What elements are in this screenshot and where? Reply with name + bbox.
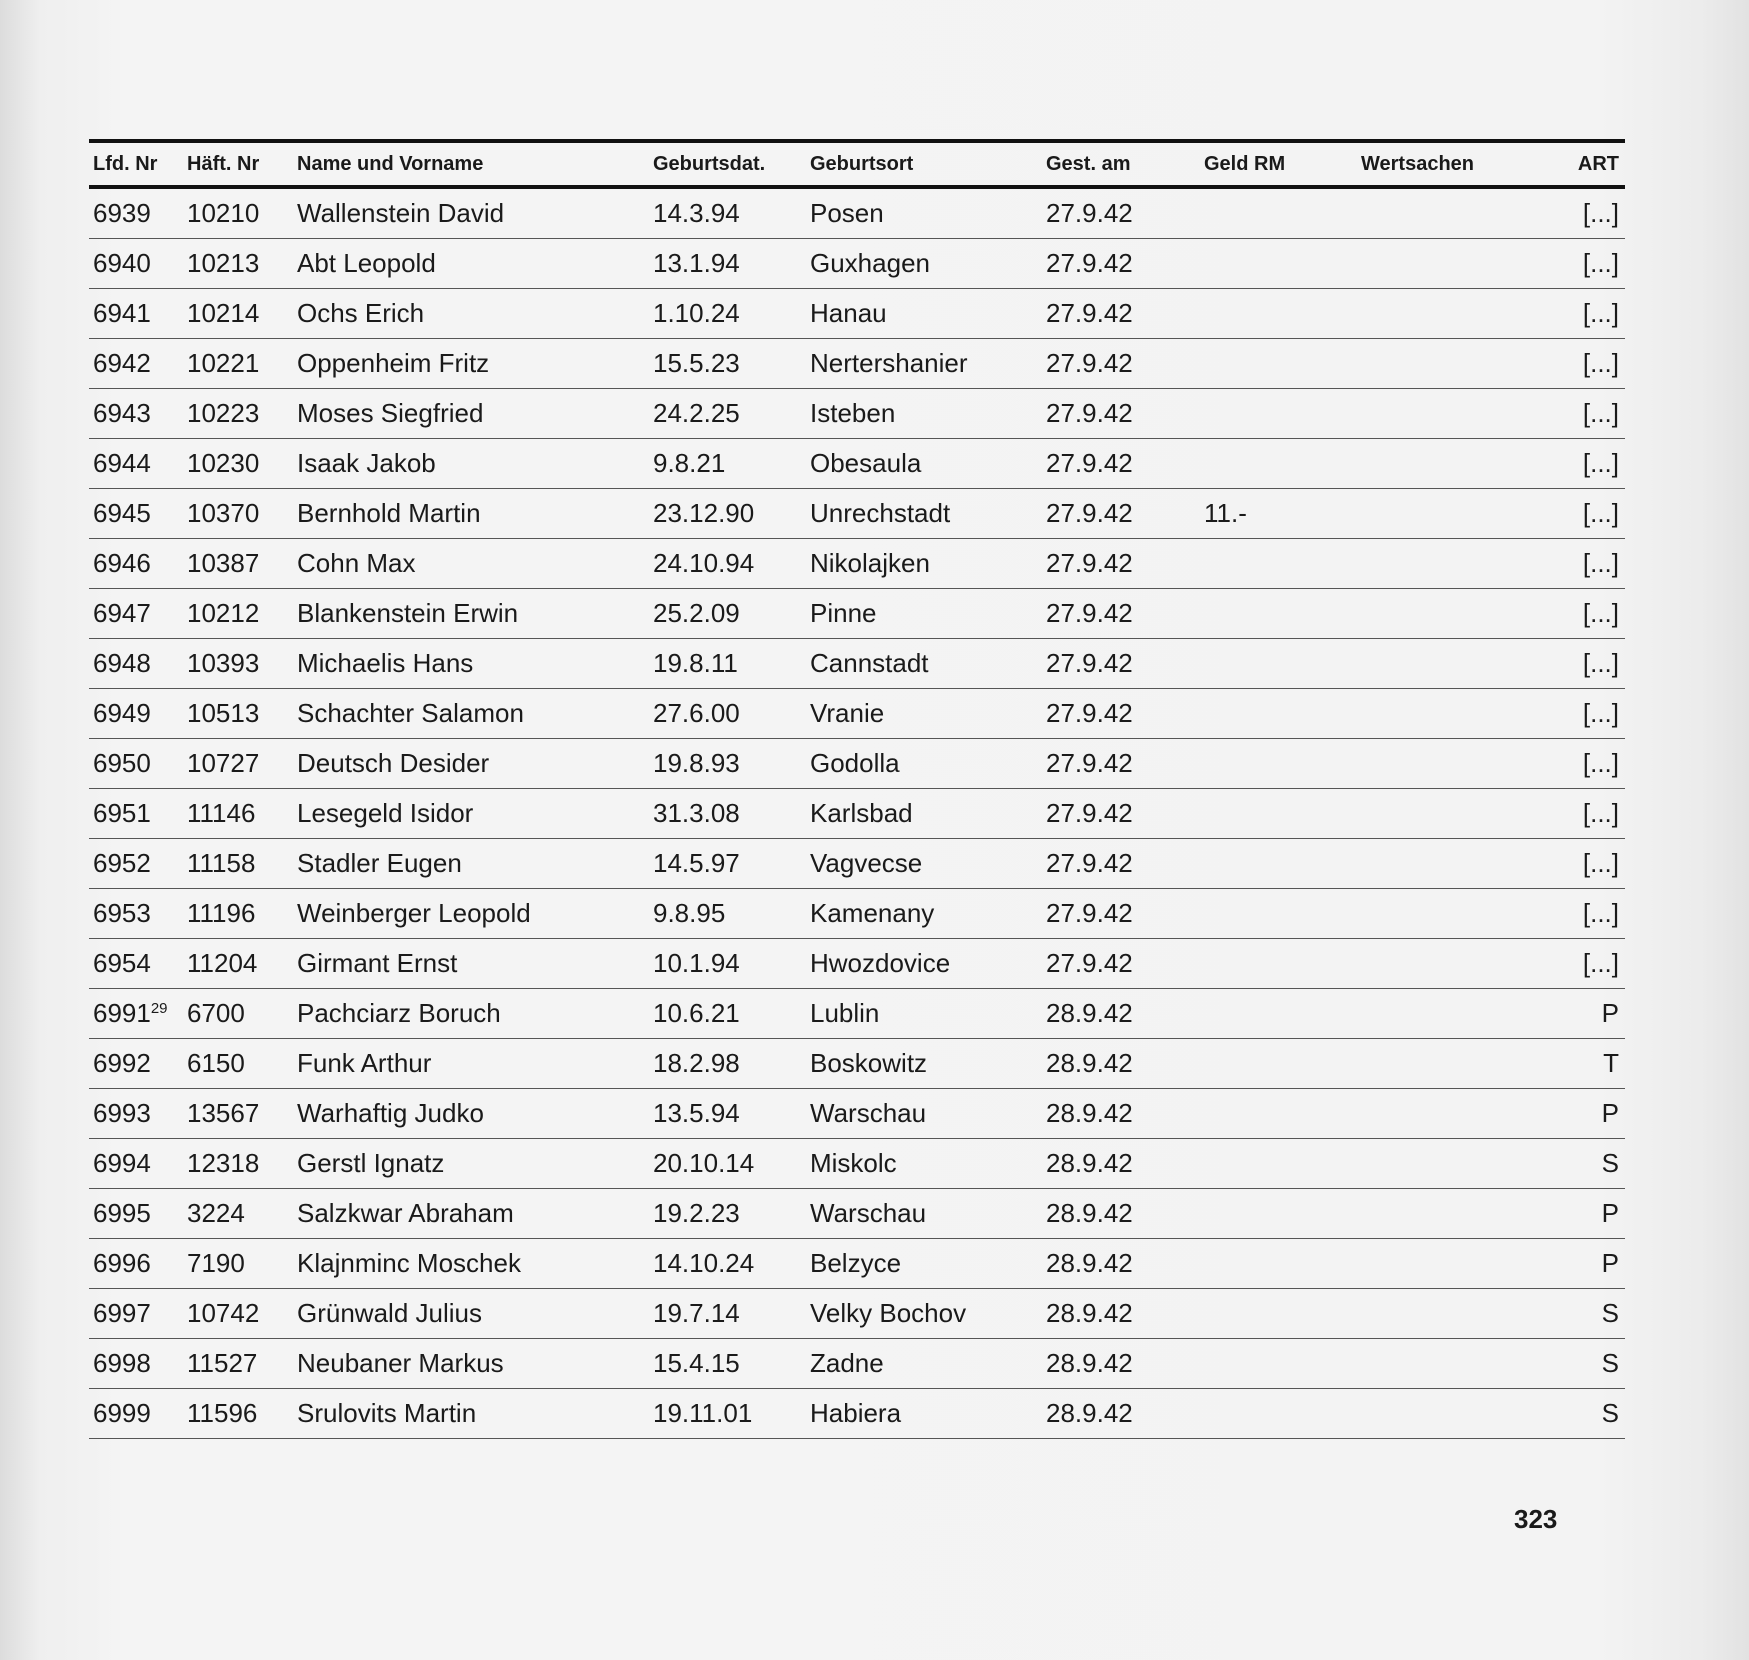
cell-lfd-nr <box>89 1139 183 1189</box>
cell-geburtsort: Cannstadt <box>806 639 1042 689</box>
cell-name: Lesegeld Isidor <box>293 789 649 839</box>
footnote-marker: 29 <box>150 1000 168 1017</box>
cell-geburtsort: Kamenany <box>806 889 1042 939</box>
cell-geld-rm <box>1200 839 1357 889</box>
cell-haeft-nr: 3224 <box>183 1189 293 1239</box>
cell-geld-rm <box>1200 1089 1357 1139</box>
cell-wertsachen <box>1357 589 1529 639</box>
table-row <box>89 1289 1625 1339</box>
cell-haeft-nr: 10210 <box>183 187 293 239</box>
cell-geburtsort: Lublin <box>806 989 1042 1039</box>
table-row <box>89 289 1625 339</box>
cell-gest-am: 27.9.42 <box>1042 389 1200 439</box>
cell-geburtsdat: 19.8.11 <box>649 639 806 689</box>
cell-wertsachen <box>1357 1039 1529 1089</box>
header-geburtsort: Geburtsort <box>810 152 914 175</box>
cell-geburtsort: Vranie <box>806 689 1042 739</box>
cell-geburtsdat: 19.8.93 <box>649 739 806 789</box>
cell-name: Moses Siegfried <box>293 389 649 439</box>
cell-art: [...] <box>1529 339 1625 389</box>
lfd-number: 6939 <box>93 198 151 228</box>
cell-name: Bernhold Martin <box>293 489 649 539</box>
cell-wertsachen <box>1357 339 1529 389</box>
cell-name: Stadler Eugen <box>293 839 649 889</box>
cell-geld-rm <box>1200 187 1357 239</box>
cell-gest-am: 28.9.42 <box>1042 1139 1200 1189</box>
cell-art: [...] <box>1529 187 1625 239</box>
cell-lfd-nr <box>89 1189 183 1239</box>
cell-geburtsort: Warschau <box>806 1089 1042 1139</box>
cell-art: [...] <box>1529 839 1625 889</box>
cell-gest-am: 27.9.42 <box>1042 889 1200 939</box>
lfd-number: 6943 <box>93 398 151 428</box>
cell-haeft-nr: 11196 <box>183 889 293 939</box>
cell-art: [...] <box>1529 939 1625 989</box>
death-register-table <box>89 139 1625 1439</box>
cell-geburtsort: Nertershanier <box>806 339 1042 389</box>
lfd-number: 6999 <box>93 1398 151 1428</box>
cell-haeft-nr: 10213 <box>183 239 293 289</box>
lfd-number: 6953 <box>93 898 151 928</box>
cell-geburtsort: Hwozdovice <box>806 939 1042 989</box>
cell-lfd-nr <box>89 1389 183 1439</box>
cell-gest-am: 27.9.42 <box>1042 439 1200 489</box>
cell-geburtsdat: 13.1.94 <box>649 239 806 289</box>
cell-gest-am: 27.9.42 <box>1042 339 1200 389</box>
cell-haeft-nr: 10727 <box>183 739 293 789</box>
cell-art: S <box>1529 1389 1625 1439</box>
cell-geburtsort: Godolla <box>806 739 1042 789</box>
cell-geld-rm <box>1200 789 1357 839</box>
cell-geburtsort: Guxhagen <box>806 239 1042 289</box>
cell-gest-am: 27.9.42 <box>1042 187 1200 239</box>
header-wertsachen: Wertsachen <box>1361 152 1475 175</box>
cell-name: Grünwald Julius <box>293 1289 649 1339</box>
table-body <box>89 187 1625 1439</box>
header-geburtsdat: Geburtsdat. <box>653 152 766 175</box>
cell-haeft-nr: 10393 <box>183 639 293 689</box>
cell-haeft-nr: 10221 <box>183 339 293 389</box>
table-row <box>89 239 1625 289</box>
cell-haeft-nr: 10223 <box>183 389 293 439</box>
cell-art: [...] <box>1529 289 1625 339</box>
cell-geburtsdat: 14.3.94 <box>649 187 806 239</box>
lfd-number: 6952 <box>93 848 151 878</box>
table-row <box>89 989 1625 1039</box>
cell-geld-rm <box>1200 1039 1357 1089</box>
cell-wertsachen <box>1357 289 1529 339</box>
cell-geburtsdat: 1.10.24 <box>649 289 806 339</box>
lfd-number: 6942 <box>93 348 151 378</box>
cell-geld-rm <box>1200 689 1357 739</box>
table-row <box>89 1089 1625 1139</box>
cell-geburtsort: Isteben <box>806 389 1042 439</box>
cell-art: [...] <box>1529 239 1625 289</box>
lfd-number: 6992 <box>93 1048 151 1078</box>
cell-art: [...] <box>1529 789 1625 839</box>
lfd-number: 6949 <box>93 698 151 728</box>
cell-name: Cohn Max <box>293 539 649 589</box>
cell-name: Girmant Ernst <box>293 939 649 989</box>
table-row <box>89 739 1625 789</box>
cell-name: Oppenheim Fritz <box>293 339 649 389</box>
cell-wertsachen <box>1357 239 1529 289</box>
cell-geburtsort: Warschau <box>806 1189 1042 1239</box>
cell-gest-am: 28.9.42 <box>1042 1339 1200 1389</box>
cell-geld-rm <box>1200 1389 1357 1439</box>
cell-art: S <box>1529 1139 1625 1189</box>
cell-wertsachen <box>1357 439 1529 489</box>
cell-gest-am: 27.9.42 <box>1042 689 1200 739</box>
cell-gest-am: 27.9.42 <box>1042 939 1200 989</box>
cell-gest-am: 28.9.42 <box>1042 1289 1200 1339</box>
cell-geburtsdat: 24.2.25 <box>649 389 806 439</box>
cell-art: S <box>1529 1339 1625 1389</box>
table-row <box>89 939 1625 989</box>
cell-wertsachen <box>1357 1339 1529 1389</box>
table-row <box>89 389 1625 439</box>
cell-name: Schachter Salamon <box>293 689 649 739</box>
cell-geld-rm <box>1200 1189 1357 1239</box>
table-header <box>89 141 1625 187</box>
cell-lfd-nr <box>89 539 183 589</box>
cell-lfd-nr <box>89 789 183 839</box>
cell-haeft-nr: 11158 <box>183 839 293 889</box>
cell-geld-rm <box>1200 939 1357 989</box>
cell-name: Srulovits Martin <box>293 1389 649 1439</box>
cell-lfd-nr <box>89 639 183 689</box>
cell-lfd-nr <box>89 239 183 289</box>
cell-lfd-nr <box>89 939 183 989</box>
cell-haeft-nr: 13567 <box>183 1089 293 1139</box>
table-row <box>89 1039 1625 1089</box>
table-row <box>89 539 1625 589</box>
cell-haeft-nr: 10214 <box>183 289 293 339</box>
table-row <box>89 689 1625 739</box>
cell-geld-rm <box>1200 1139 1357 1189</box>
cell-haeft-nr: 11596 <box>183 1389 293 1439</box>
cell-haeft-nr: 10513 <box>183 689 293 739</box>
cell-geld-rm <box>1200 889 1357 939</box>
cell-wertsachen <box>1357 489 1529 539</box>
cell-name: Abt Leopold <box>293 239 649 289</box>
cell-haeft-nr: 10370 <box>183 489 293 539</box>
lfd-number: 6996 <box>93 1248 151 1278</box>
cell-gest-am: 27.9.42 <box>1042 589 1200 639</box>
lfd-number: 6945 <box>93 498 151 528</box>
cell-geld-rm <box>1200 989 1357 1039</box>
cell-name: Weinberger Leopold <box>293 889 649 939</box>
cell-gest-am: 27.9.42 <box>1042 489 1200 539</box>
cell-gest-am: 27.9.42 <box>1042 839 1200 889</box>
lfd-number: 6950 <box>93 748 151 778</box>
lfd-number: 6997 <box>93 1298 151 1328</box>
cell-haeft-nr: 10742 <box>183 1289 293 1339</box>
cell-geburtsort: Hanau <box>806 289 1042 339</box>
cell-haeft-nr: 7190 <box>183 1239 293 1289</box>
cell-haeft-nr: 10230 <box>183 439 293 489</box>
cell-wertsachen <box>1357 639 1529 689</box>
table-row <box>89 639 1625 689</box>
table-row <box>89 789 1625 839</box>
cell-geburtsdat: 19.11.01 <box>649 1389 806 1439</box>
cell-art: S <box>1529 1289 1625 1339</box>
table-row <box>89 1189 1625 1239</box>
cell-name: Isaak Jakob <box>293 439 649 489</box>
table-row <box>89 187 1625 239</box>
cell-art: [...] <box>1529 439 1625 489</box>
cell-gest-am: 27.9.42 <box>1042 289 1200 339</box>
cell-geburtsort: Obesaula <box>806 439 1042 489</box>
cell-art: [...] <box>1529 889 1625 939</box>
cell-geburtsort: Unrechstadt <box>806 489 1042 539</box>
cell-geburtsdat: 14.10.24 <box>649 1239 806 1289</box>
cell-wertsachen <box>1357 689 1529 739</box>
cell-art: T <box>1529 1039 1625 1089</box>
header-name: Name und Vorname <box>297 152 484 175</box>
cell-art: [...] <box>1529 739 1625 789</box>
cell-haeft-nr: 11146 <box>183 789 293 839</box>
cell-geburtsdat: 9.8.21 <box>649 439 806 489</box>
table-row <box>89 339 1625 389</box>
header-row <box>89 141 1625 187</box>
cell-lfd-nr <box>89 1039 183 1089</box>
cell-geld-rm <box>1200 639 1357 689</box>
cell-wertsachen <box>1357 789 1529 839</box>
cell-lfd-nr <box>89 689 183 739</box>
cell-wertsachen <box>1357 739 1529 789</box>
cell-geld-rm: 11.- <box>1200 489 1357 539</box>
cell-lfd-nr <box>89 839 183 889</box>
cell-art: P <box>1529 989 1625 1039</box>
cell-geburtsdat: 13.5.94 <box>649 1089 806 1139</box>
cell-name: Gerstl Ignatz <box>293 1139 649 1189</box>
lfd-number: 6994 <box>93 1148 151 1178</box>
table-row <box>89 1239 1625 1289</box>
cell-name: Warhaftig Judko <box>293 1089 649 1139</box>
cell-wertsachen <box>1357 1389 1529 1439</box>
cell-wertsachen <box>1357 1189 1529 1239</box>
lfd-number: 6941 <box>93 298 151 328</box>
header-lfd-nr: Lfd. Nr <box>93 152 158 175</box>
table-row <box>89 889 1625 939</box>
cell-haeft-nr: 6700 <box>183 989 293 1039</box>
cell-geburtsort: Habiera <box>806 1389 1042 1439</box>
cell-lfd-nr <box>89 1339 183 1389</box>
cell-name: Deutsch Desider <box>293 739 649 789</box>
cell-geburtsort: Posen <box>806 187 1042 239</box>
cell-geburtsdat: 10.6.21 <box>649 989 806 1039</box>
lfd-number: 6947 <box>93 598 151 628</box>
page-number: 323 <box>1514 1504 1558 1534</box>
cell-haeft-nr: 11204 <box>183 939 293 989</box>
cell-name: Pachciarz Boruch <box>293 989 649 1039</box>
cell-wertsachen <box>1357 1089 1529 1139</box>
cell-haeft-nr: 12318 <box>183 1139 293 1189</box>
cell-name: Michaelis Hans <box>293 639 649 689</box>
cell-haeft-nr: 6150 <box>183 1039 293 1089</box>
cell-art: [...] <box>1529 639 1625 689</box>
cell-gest-am: 28.9.42 <box>1042 1089 1200 1139</box>
cell-haeft-nr: 10387 <box>183 539 293 589</box>
cell-wertsachen <box>1357 1139 1529 1189</box>
cell-name: Salzkwar Abraham <box>293 1189 649 1239</box>
cell-gest-am: 27.9.42 <box>1042 789 1200 839</box>
header-haeft-nr: Häft. Nr <box>187 152 260 175</box>
cell-wertsachen <box>1357 889 1529 939</box>
cell-wertsachen <box>1357 539 1529 589</box>
cell-geburtsdat: 10.1.94 <box>649 939 806 989</box>
table-row <box>89 489 1625 539</box>
cell-lfd-nr <box>89 289 183 339</box>
cell-name: Blankenstein Erwin <box>293 589 649 639</box>
cell-lfd-nr <box>89 1089 183 1139</box>
cell-gest-am: 28.9.42 <box>1042 1389 1200 1439</box>
header-geld-rm: Geld RM <box>1204 152 1286 175</box>
cell-geld-rm <box>1200 339 1357 389</box>
lfd-number: 6948 <box>93 648 151 678</box>
cell-lfd-nr <box>89 439 183 489</box>
cell-geburtsort: Boskowitz <box>806 1039 1042 1089</box>
cell-geburtsdat: 19.2.23 <box>649 1189 806 1239</box>
lfd-number: 6993 <box>93 1098 151 1128</box>
lfd-number: 6954 <box>93 948 151 978</box>
lfd-number: 6940 <box>93 248 151 278</box>
lfd-number: 6991 <box>93 998 151 1028</box>
cell-geburtsdat: 15.4.15 <box>649 1339 806 1389</box>
cell-geburtsort: Nikolajken <box>806 539 1042 589</box>
cell-gest-am: 28.9.42 <box>1042 989 1200 1039</box>
cell-art: [...] <box>1529 389 1625 439</box>
cell-lfd-nr <box>89 1239 183 1289</box>
cell-geld-rm <box>1200 289 1357 339</box>
table-row <box>89 839 1625 889</box>
cell-name: Neubaner Markus <box>293 1339 649 1389</box>
cell-gest-am: 27.9.42 <box>1042 739 1200 789</box>
cell-lfd-nr <box>89 889 183 939</box>
lfd-number: 6944 <box>93 448 151 478</box>
cell-geburtsdat: 20.10.14 <box>649 1139 806 1189</box>
cell-geburtsdat: 19.7.14 <box>649 1289 806 1339</box>
table-row <box>89 1139 1625 1189</box>
cell-lfd-nr <box>89 389 183 439</box>
cell-gest-am: 27.9.42 <box>1042 239 1200 289</box>
cell-geld-rm <box>1200 239 1357 289</box>
cell-geld-rm <box>1200 1289 1357 1339</box>
cell-gest-am: 28.9.42 <box>1042 1039 1200 1089</box>
table-row <box>89 1339 1625 1389</box>
cell-name: Ochs Erich <box>293 289 649 339</box>
header-art: ART <box>1577 152 1619 175</box>
cell-geburtsort: Karlsbad <box>806 789 1042 839</box>
cell-geburtsdat: 23.12.90 <box>649 489 806 539</box>
cell-lfd-nr <box>89 1289 183 1339</box>
cell-geburtsdat: 27.6.00 <box>649 689 806 739</box>
cell-wertsachen <box>1357 1289 1529 1339</box>
cell-gest-am: 28.9.42 <box>1042 1189 1200 1239</box>
cell-name: Wallenstein David <box>293 187 649 239</box>
cell-art: [...] <box>1529 539 1625 589</box>
cell-geld-rm <box>1200 539 1357 589</box>
cell-geburtsdat: 9.8.95 <box>649 889 806 939</box>
lfd-number: 6951 <box>93 798 151 828</box>
cell-wertsachen <box>1357 187 1529 239</box>
cell-geburtsort: Vagvecse <box>806 839 1042 889</box>
cell-geburtsort: Miskolc <box>806 1139 1042 1189</box>
cell-lfd-nr <box>89 989 183 1039</box>
cell-lfd-nr <box>89 589 183 639</box>
lfd-number: 6995 <box>93 1198 151 1228</box>
cell-lfd-nr <box>89 187 183 239</box>
cell-gest-am: 27.9.42 <box>1042 539 1200 589</box>
cell-art: P <box>1529 1189 1625 1239</box>
cell-geld-rm <box>1200 389 1357 439</box>
cell-name: Funk Arthur <box>293 1039 649 1089</box>
header-gest-am: Gest. am <box>1046 152 1131 175</box>
cell-wertsachen <box>1357 1239 1529 1289</box>
cell-geburtsdat: 15.5.23 <box>649 339 806 389</box>
cell-geburtsdat: 14.5.97 <box>649 839 806 889</box>
cell-wertsachen <box>1357 939 1529 989</box>
cell-lfd-nr <box>89 739 183 789</box>
table-row <box>89 439 1625 489</box>
cell-geld-rm <box>1200 589 1357 639</box>
cell-name: Klajnminc Moschek <box>293 1239 649 1289</box>
cell-art: P <box>1529 1239 1625 1289</box>
cell-geburtsort: Zadne <box>806 1339 1042 1389</box>
cell-wertsachen <box>1357 389 1529 439</box>
cell-lfd-nr <box>89 489 183 539</box>
cell-art: [...] <box>1529 489 1625 539</box>
cell-geld-rm <box>1200 1239 1357 1289</box>
cell-geburtsdat: 31.3.08 <box>649 789 806 839</box>
cell-art: [...] <box>1529 589 1625 639</box>
cell-lfd-nr <box>89 339 183 389</box>
cell-gest-am: 27.9.42 <box>1042 639 1200 689</box>
cell-geburtsort: Belzyce <box>806 1239 1042 1289</box>
lfd-number: 6946 <box>93 548 151 578</box>
cell-art: P <box>1529 1089 1625 1139</box>
cell-geburtsort: Velky Bochov <box>806 1289 1042 1339</box>
cell-geburtsdat: 24.10.94 <box>649 539 806 589</box>
cell-wertsachen <box>1357 839 1529 889</box>
table-row <box>89 589 1625 639</box>
cell-haeft-nr: 10212 <box>183 589 293 639</box>
lfd-number: 6998 <box>93 1348 151 1378</box>
cell-wertsachen <box>1357 989 1529 1039</box>
cell-geburtsort: Pinne <box>806 589 1042 639</box>
cell-geburtsdat: 18.2.98 <box>649 1039 806 1089</box>
cell-gest-am: 28.9.42 <box>1042 1239 1200 1289</box>
table-row <box>89 1389 1625 1439</box>
cell-geburtsdat: 25.2.09 <box>649 589 806 639</box>
cell-haeft-nr: 11527 <box>183 1339 293 1389</box>
cell-geld-rm <box>1200 739 1357 789</box>
cell-geld-rm <box>1200 439 1357 489</box>
cell-geld-rm <box>1200 1339 1357 1389</box>
cell-art: [...] <box>1529 689 1625 739</box>
